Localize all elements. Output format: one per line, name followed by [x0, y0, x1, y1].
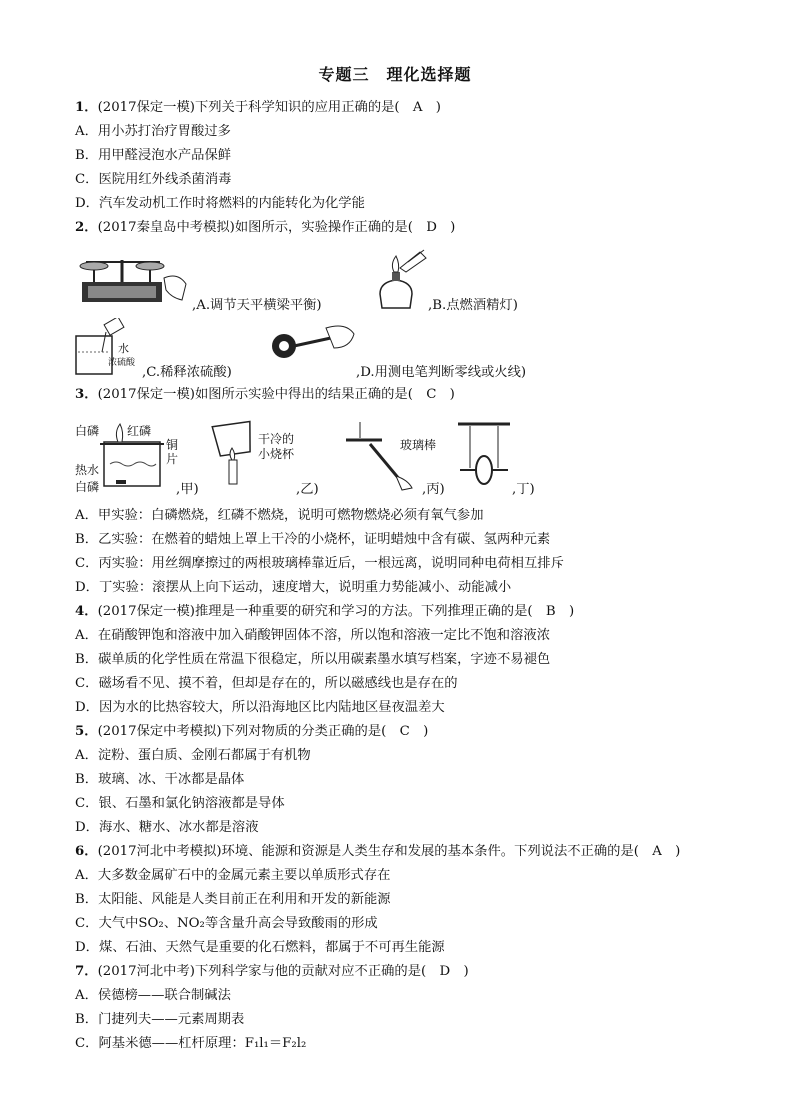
- figure-bing-caption: ,丙): [422, 482, 445, 497]
- hot-water-label: 热水: [75, 463, 100, 477]
- question-6-option-c: C．大气中SO₂、NO₂等含量升高会导致酸雨的形成: [75, 916, 378, 931]
- maxwell-wheel-figure: [454, 418, 516, 490]
- question-number: 3．: [75, 387, 98, 402]
- question-5-option-b: B．玻璃、冰、干冰都是晶体: [75, 772, 245, 787]
- question-7-option-c: C．阿基米德——杠杆原理：F₁l₁＝F₂l₂: [75, 1036, 307, 1051]
- question-6-option-d: D．煤、石油、天然气是重要的化石燃料，都属于不可再生能源: [75, 940, 445, 955]
- copper-label: 铜: [166, 438, 179, 452]
- white-phosphorus-bottom-label: 白磷: [75, 480, 100, 494]
- question-7-option-a: A．侯德榜——联合制碱法: [75, 988, 231, 1003]
- question-1-stem: 1．(2017保定一模)下列关于科学知识的应用正确的是( A ): [75, 100, 441, 115]
- question-5-option-a: A．淀粉、蛋白质、金刚石都属于有机物: [75, 748, 311, 763]
- question-4-option-c: C．磁场看不见、摸不着，但却是存在的，所以磁感线也是存在的: [75, 676, 458, 691]
- figure-ding-caption: ,丁): [512, 482, 535, 497]
- question-3-option-c: C．丙实验：用丝绸摩擦过的两根玻璃棒靠近后，一根远离，说明同种电荷相互排斥: [75, 556, 564, 571]
- question-1-option-b: B．用甲醛浸泡水产品保鲜: [75, 148, 232, 163]
- question-1-option-d: D．汽车发动机工作时将燃料的内能转化为化学能: [75, 196, 365, 211]
- figure-d-caption: ,D.用测电笔判断零线或火线): [356, 365, 527, 380]
- figure-jia-caption: ,甲): [176, 482, 199, 497]
- question-number: 7．: [75, 964, 98, 979]
- question-4-stem: 4．(2017保定一模)推理是一种重要的研究和学习的方法。下列推理正确的是( B ): [75, 604, 575, 619]
- question-7-option-b: B．门捷列夫——元素周期表: [75, 1012, 245, 1027]
- candle-cup-figure: [208, 418, 264, 490]
- question-6-stem: 6．(2017河北中考模拟)环境、能源和资源是人类生存和发展的基本条件。下列说法不正确的是( A ): [75, 844, 681, 859]
- question-5-stem: 5．(2017保定中考模拟)下列对物质的分类正确的是( C ): [75, 724, 429, 739]
- question-number: 4．: [75, 604, 98, 619]
- red-phosphorus-label: 红磷: [127, 424, 152, 438]
- figure-c-caption: ,C.稀释浓硫酸): [142, 365, 232, 380]
- question-1-option-c: C．医院用红外线杀菌消毒: [75, 172, 232, 187]
- alcohol-lamp-figure: [368, 246, 432, 314]
- figure-a-caption: ,A.调节天平横梁平衡): [192, 298, 322, 313]
- figure-b-caption: ,B.点燃酒精灯): [428, 298, 518, 313]
- glass-rod-figure: [342, 418, 422, 492]
- question-4-option-a: A．在硝酸钾饱和溶液中加入硝酸钾固体不溶，所以饱和溶液一定比不饱和溶液浓: [75, 628, 550, 643]
- cup-label-2: 小烧杯: [258, 447, 295, 461]
- question-5-option-d: D．海水、糖水、冰水都是溶液: [75, 820, 259, 835]
- page-title: 专题三 理化选择题: [318, 65, 472, 84]
- question-number: 5．: [75, 724, 98, 739]
- question-number: 1．: [75, 100, 98, 115]
- cup-label-1: 干冷的: [258, 432, 295, 446]
- question-3-option-d: D．丁实验：滚摆从上向下运动，速度增大，说明重力势能减小、动能减小: [75, 580, 512, 595]
- water-label: 水: [118, 342, 129, 355]
- question-1-option-a: A．用小苏打治疗胃酸过多: [75, 124, 231, 139]
- test-pen-figure: [268, 318, 358, 364]
- question-7-stem: 7．(2017河北中考)下列科学家与他的贡献对应不正确的是( D ): [75, 964, 469, 979]
- white-phosphorus-label: 白磷: [75, 424, 100, 438]
- question-3-stem: 3．(2017保定一模)如图所示实验中得出的结果正确的是( C ): [75, 387, 455, 402]
- question-6-option-b: B．太阳能、风能是人类目前正在利用和开发的新能源: [75, 892, 391, 907]
- question-3-option-b: B．乙实验：在燃着的蜡烛上罩上干冷的小烧杯，证明蜡烛中含有碳、氢两种元素: [75, 532, 551, 547]
- question-5-option-c: C．银、石墨和氯化钠溶液都是导体: [75, 796, 285, 811]
- question-4-option-d: D．因为水的比热容较大，所以沿海地区比内陆地区昼夜温差大: [75, 700, 445, 715]
- question-3-option-a: A．甲实验：白磷燃烧，红磷不燃烧，说明可燃物燃烧必须有氧气参加: [75, 508, 484, 523]
- acid-label: 浓硫酸: [108, 358, 136, 368]
- question-number: 6．: [75, 844, 98, 859]
- question-number: 2．: [75, 220, 98, 235]
- balance-figure: [74, 248, 192, 308]
- figure-yi-caption: ,乙): [296, 482, 319, 497]
- copper-label-2: 片: [166, 452, 179, 466]
- glass-rod-label: 玻璃棒: [400, 438, 437, 452]
- question-6-option-a: A．大多数金属矿石中的金属元素主要以单质形式存在: [75, 868, 391, 883]
- question-2-stem: 2．(2017秦皇岛中考模拟)如图所示，实验操作正确的是( D ): [75, 220, 456, 235]
- question-4-option-b: B．碳单质的化学性质在常温下很稳定，所以用碳素墨水填写档案，字迹不易褪色: [75, 652, 551, 667]
